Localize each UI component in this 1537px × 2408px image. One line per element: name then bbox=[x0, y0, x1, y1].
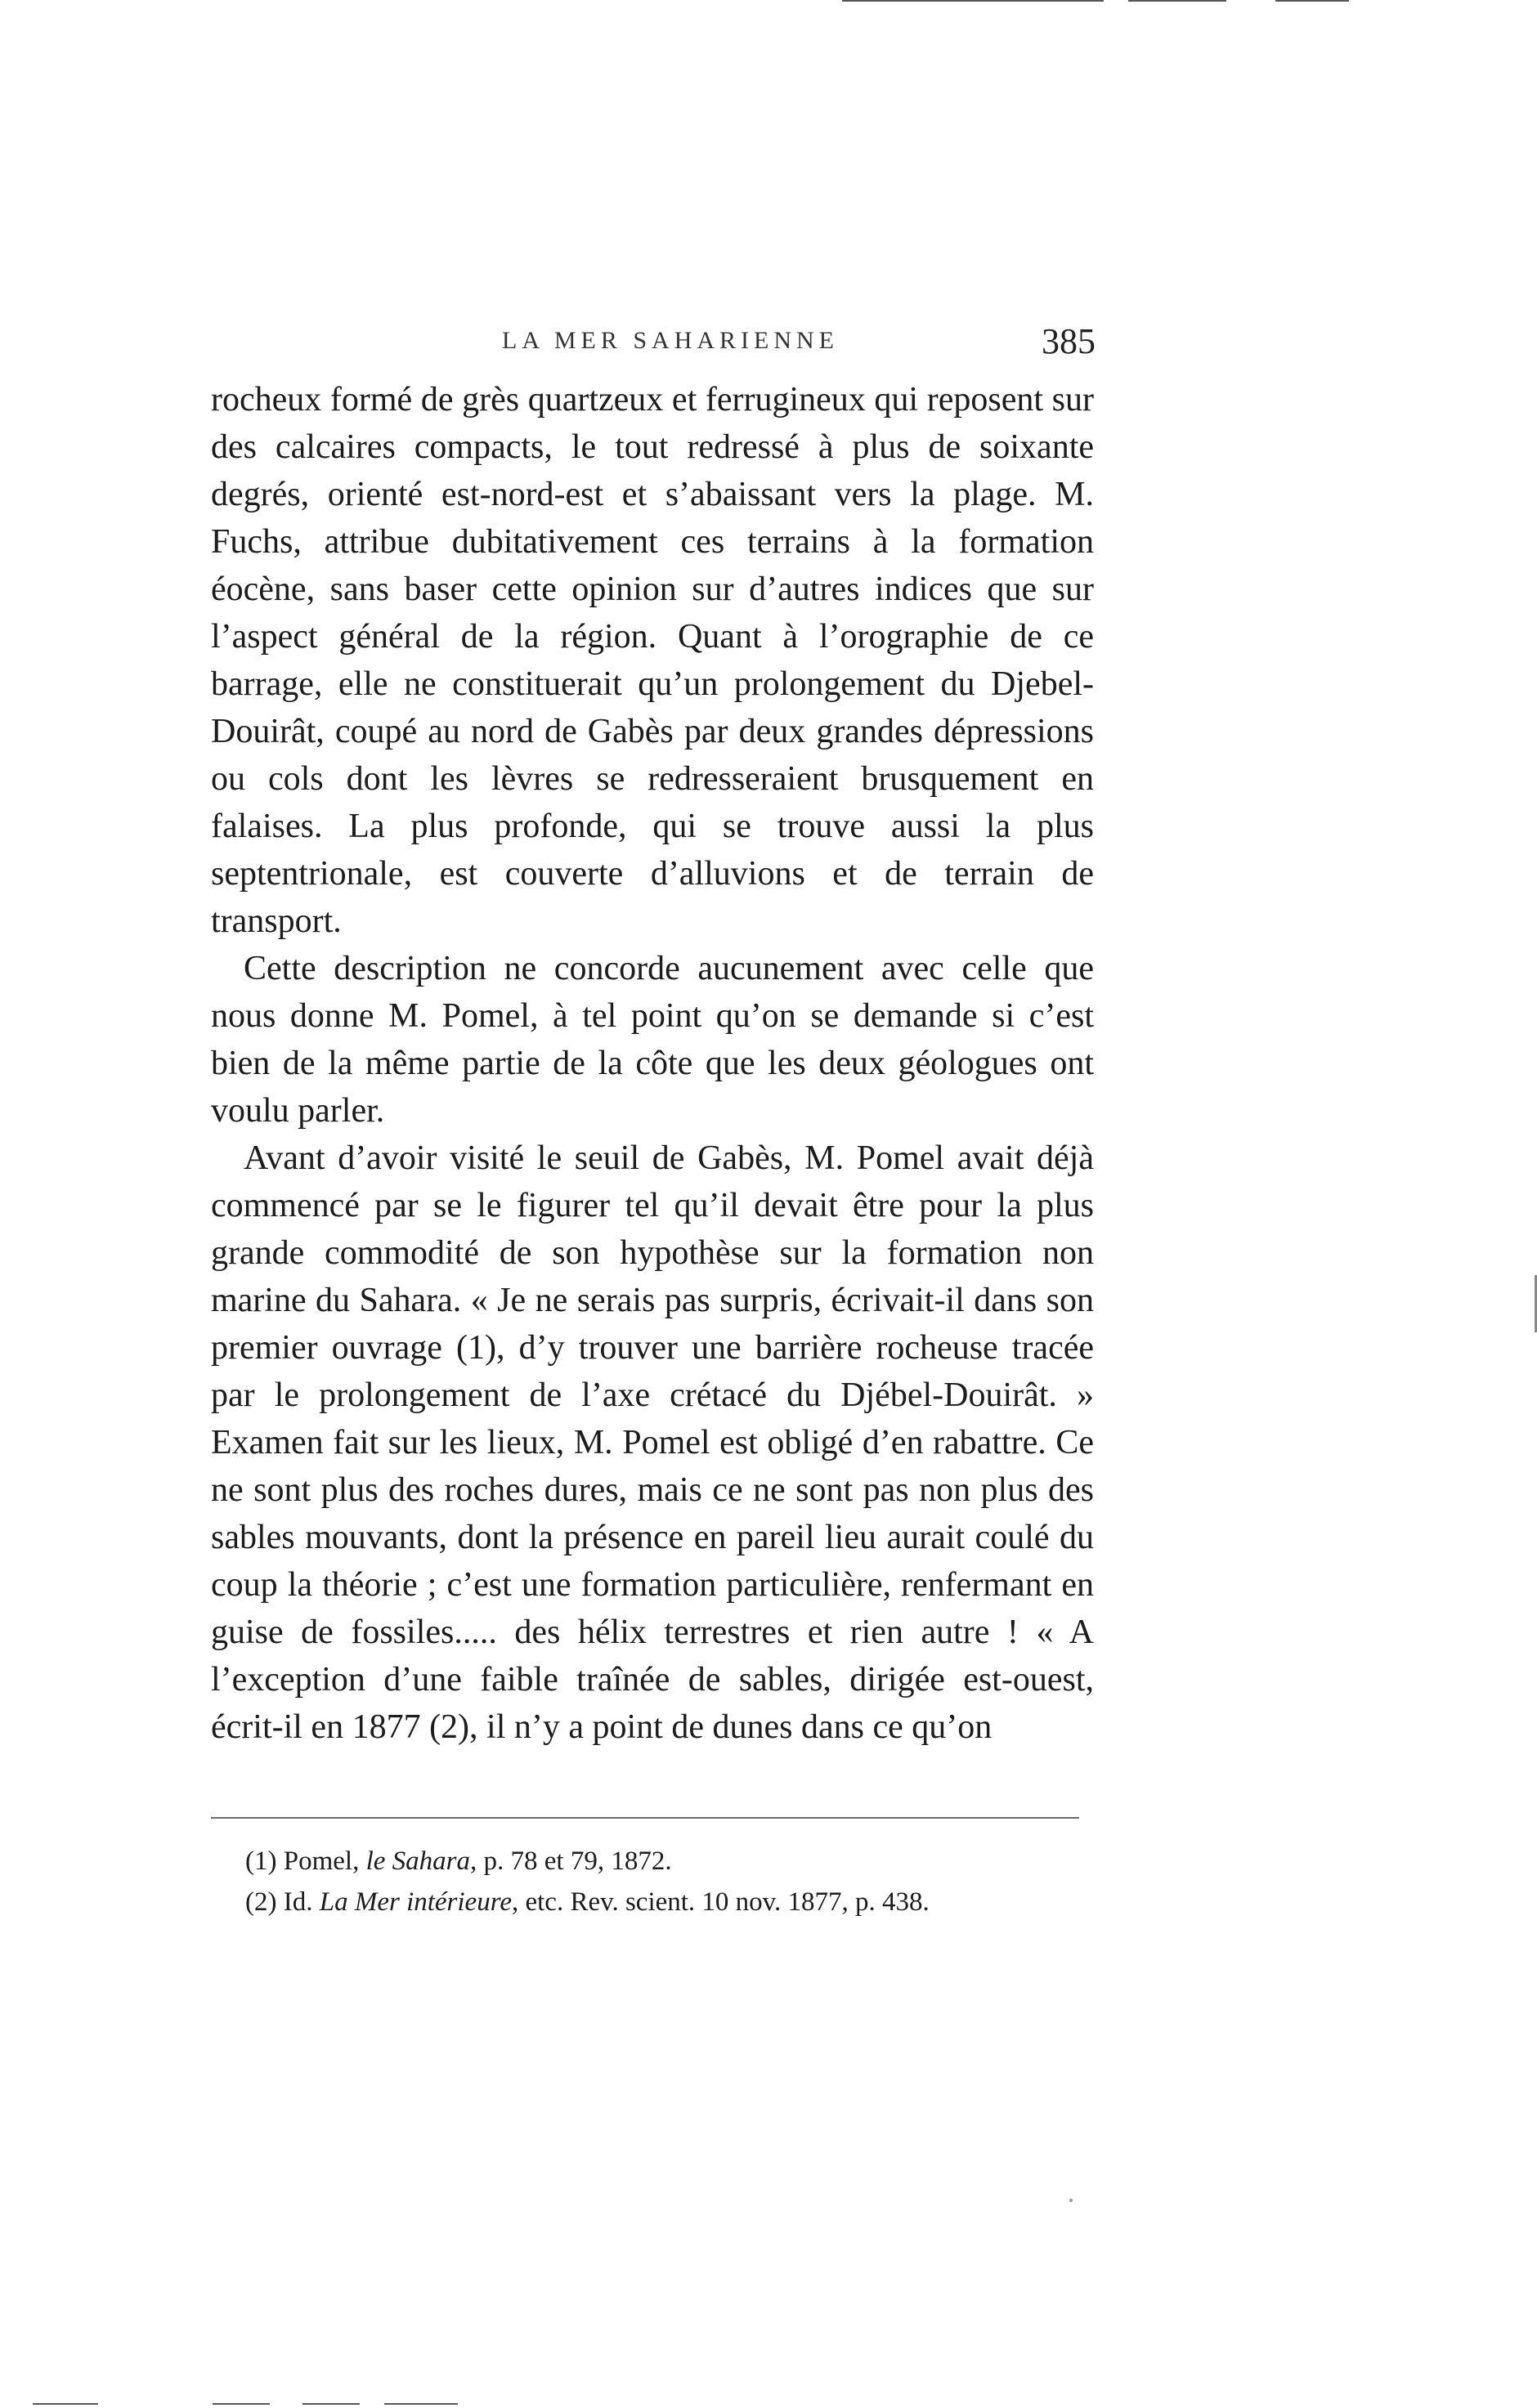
running-head: LA MER SAHARIENNE bbox=[502, 327, 840, 354]
footnote-title: le Sahara bbox=[365, 1846, 470, 1876]
footnote-text: Pomel, bbox=[276, 1846, 366, 1876]
scan-artifact-top bbox=[1275, 0, 1349, 2]
scan-artifact-bottom bbox=[302, 2403, 360, 2405]
footnote-marker: (2) bbox=[245, 1887, 277, 1917]
footnote bbox=[245, 1841, 1096, 1882]
scan-artifact-top bbox=[842, 0, 1104, 2]
paragraph: rocheux formé de grès quartzeux et ferrugineux qui reposent sur des calcaires compacts, le tout redressé à plus de soixante degrés, orienté est-nord-est et s’abaissant vers la plage. M. Fuchs, attribue dubitativement ces terrains à la formation éocène, sans baser cette opinion sur d’autres indices que sur l’aspect général de la région. Quant à l’orographie de ce barrage, elle ne constituerait qu’un prolongement du Djebel-Douirât, coupé au nord de Gabès par deux grandes dépressions ou cols dont les lèvres se redresseraient brusquement en falaises. La plus profonde, qui se trouve aussi la plus septentrionale, est couverte d’alluvions et de terrain de transport. bbox=[211, 381, 1094, 940]
scan-artifact-bottom bbox=[384, 2403, 458, 2405]
scan-artifact-top bbox=[1128, 0, 1226, 2]
body-text bbox=[211, 376, 1094, 1751]
footnotes bbox=[245, 1841, 1096, 1922]
scan-speck bbox=[1069, 2199, 1073, 2202]
page-header bbox=[216, 320, 1099, 369]
paragraph: Cette description ne concorde aucunement avec celle que nous donne M. Pomel, à tel point qu’on se demande si c’est bien de la même partie de la côte que les deux géologues ont voulu parler. bbox=[211, 950, 1094, 1130]
footnote-title: La Mer intérieure bbox=[319, 1887, 512, 1917]
scan-artifact-bottom bbox=[213, 2403, 270, 2405]
footnote-separator bbox=[211, 1817, 1079, 1819]
footnote-text: , etc. Rev. scient. 10 nov. 1877, p. 438. bbox=[511, 1887, 930, 1917]
footnote-text: , p. 78 et 79, 1872. bbox=[470, 1846, 672, 1876]
page-number: 385 bbox=[1042, 321, 1096, 361]
footnote-marker: (1) bbox=[245, 1846, 277, 1876]
footnote bbox=[245, 1882, 1096, 1922]
scan-artifact-bottom bbox=[33, 2403, 98, 2405]
paragraph: Avant d’avoir visité le seuil de Gabès, M. Pomel avait déjà commencé par se le figurer tel qu’il devait être pour la plus grande commodité de son hypothèse sur la formation non marine du Sahara. « Je ne serais pas surpris, écrivait-il dans son premier ouvrage (1), d’y trouver une barrière rocheuse tracée par le prolongement de l’axe crétacé du Djébel-Douirât. » Examen fait sur les lieux, M. Pomel est obligé d’en rabattre. Ce ne sont plus des roches dures, mais ce ne sont pas non plus des sables mouvants, dont la présence en pareil lieu aurait coulé du coup la théorie ; c’est une formation particulière, renfermant en guise de fossiles..... des hélix terrestres et rien autre ! « A l’exception d’une faible traînée de sables, dirigée est-ouest, écrit-il en 1877 (2), il n’y a point de dunes dans ce qu’on bbox=[211, 1139, 1094, 1746]
footnote-text: Id. bbox=[276, 1887, 320, 1917]
